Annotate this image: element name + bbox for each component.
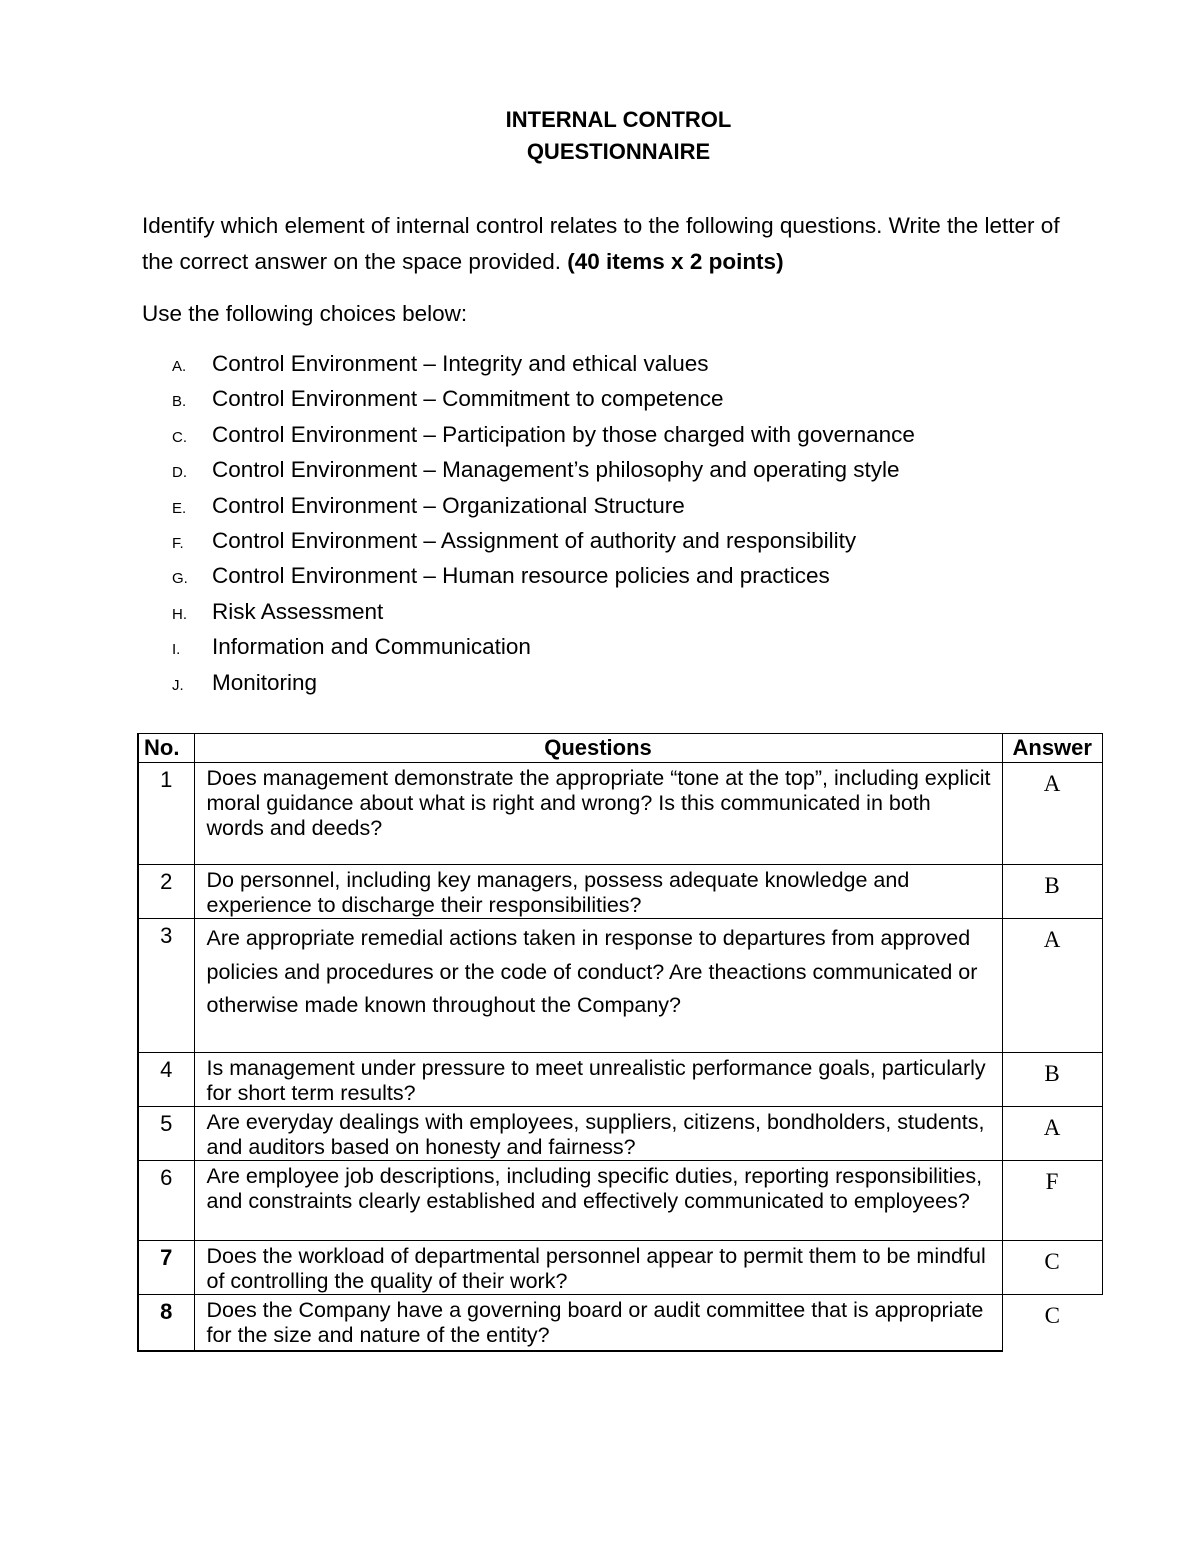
choices-intro: Use the following choices below: bbox=[142, 301, 468, 326]
answer-cell[interactable]: B bbox=[1002, 1053, 1102, 1107]
question-text: Is management under pressure to meet unrealistic performance goals, particularly for short term results? bbox=[194, 1053, 1002, 1107]
answer-cell[interactable]: C bbox=[1002, 1241, 1102, 1295]
choice-item bbox=[172, 488, 915, 523]
row-number: 1 bbox=[138, 763, 194, 865]
table-row bbox=[138, 919, 1102, 1053]
question-text: Are everyday dealings with employees, suppliers, citizens, bondholders, students, and auditors based on honesty and fairness? bbox=[194, 1107, 1002, 1161]
question-text: Are appropriate remedial actions taken in response to departures from approved policies and procedures or the code of conduct? Are theactions communicated or otherwise made known throughout the Company? bbox=[194, 919, 1002, 1053]
page-title: INTERNAL CONTROL bbox=[505, 107, 732, 132]
row-number: 4 bbox=[138, 1053, 194, 1107]
question-text: Do personnel, including key managers, possess adequate knowledge and experience to discharge their responsibilities? bbox=[194, 865, 1002, 919]
answer-cell[interactable]: B bbox=[1002, 865, 1102, 919]
choice-text: Control Environment – Integrity and ethical values bbox=[212, 351, 709, 376]
choice-text: Monitoring bbox=[212, 669, 318, 695]
choice-text: Control Environment – Organizational Structure bbox=[212, 492, 685, 518]
row-number: 8 bbox=[138, 1295, 194, 1351]
choice-letter: A. bbox=[172, 358, 187, 375]
question-text: Does management demonstrate the appropriate “tone at the top”, including explicit moral guidance about what is right and wrong? Is this communicated in both words and deeds? bbox=[194, 763, 1002, 865]
choice-letter: I. bbox=[172, 641, 181, 659]
instructions-paragraph bbox=[142, 208, 1077, 280]
row-number: 6 bbox=[138, 1161, 194, 1241]
row-number: 7 bbox=[138, 1241, 194, 1295]
instructions-text: Identify which element of internal control relates to the following questions. Write the letter of the correct answer on the space provided. bbox=[142, 213, 1060, 274]
points-note: (40 items x 2 points) bbox=[567, 249, 784, 274]
answer-cell[interactable]: A bbox=[1002, 1107, 1102, 1161]
choice-item bbox=[172, 665, 915, 700]
table-row bbox=[138, 1107, 1102, 1161]
choice-item bbox=[172, 452, 915, 487]
choice-letter: D. bbox=[172, 464, 187, 482]
question-text: Does the Company have a governing board or audit committee that is appropriate for the size and nature of the entity? bbox=[194, 1295, 1002, 1351]
choice-text: Control Environment – Participation by those charged with governance bbox=[212, 421, 915, 447]
choice-item bbox=[172, 381, 915, 416]
header-questions: Questions bbox=[194, 734, 1002, 763]
choice-letter: H. bbox=[172, 605, 187, 623]
choice-letter: E. bbox=[172, 499, 187, 517]
header-no: No. bbox=[138, 734, 194, 763]
answer-cell[interactable]: A bbox=[1002, 763, 1102, 865]
choice-item bbox=[172, 417, 915, 452]
table-row bbox=[138, 1241, 1102, 1295]
answer-cell[interactable]: C bbox=[1002, 1295, 1102, 1351]
page-subtitle: QUESTIONNAIRE bbox=[526, 139, 711, 164]
choices-list bbox=[172, 346, 915, 700]
table-row bbox=[138, 1161, 1102, 1241]
choice-item bbox=[172, 523, 915, 558]
choice-letter: G. bbox=[172, 570, 188, 588]
question-text: Does the workload of departmental personnel appear to permit them to be mindful of controlling the quality of their work? bbox=[194, 1241, 1002, 1295]
choice-letter: C. bbox=[172, 428, 187, 446]
table-row bbox=[138, 865, 1102, 919]
choice-item bbox=[172, 629, 915, 664]
table-row bbox=[138, 763, 1102, 865]
choice-item bbox=[172, 594, 915, 629]
questionnaire-table bbox=[137, 733, 1103, 1352]
table-row bbox=[138, 1053, 1102, 1107]
row-number: 2 bbox=[138, 865, 194, 919]
choice-text: Information and Communication bbox=[212, 634, 531, 660]
choice-text: Control Environment – Commitment to competence bbox=[212, 386, 724, 412]
table-row bbox=[138, 1295, 1102, 1351]
row-number: 3 bbox=[138, 919, 194, 1053]
row-number: 5 bbox=[138, 1107, 194, 1161]
table-header-row bbox=[138, 734, 1102, 763]
choice-text: Risk Assessment bbox=[212, 598, 384, 624]
choice-text: Control Environment – Human resource policies and practices bbox=[212, 563, 830, 589]
answer-cell[interactable]: A bbox=[1002, 919, 1102, 1053]
choice-letter: J. bbox=[172, 676, 184, 694]
answer-cell[interactable]: F bbox=[1002, 1161, 1102, 1241]
choice-text: Control Environment – Assignment of authority and responsibility bbox=[212, 527, 857, 553]
choice-item bbox=[172, 346, 915, 381]
choice-text: Control Environment – Management’s philosophy and operating style bbox=[212, 457, 900, 483]
choice-letter: B. bbox=[172, 393, 187, 411]
choice-item bbox=[172, 558, 915, 593]
header-answer: Answer bbox=[1002, 734, 1102, 763]
question-text: Are employee job descriptions, including specific duties, reporting responsibilities, and constraints clearly established and effectively communicated to employees? bbox=[194, 1161, 1002, 1241]
choice-letter: F. bbox=[172, 534, 184, 552]
